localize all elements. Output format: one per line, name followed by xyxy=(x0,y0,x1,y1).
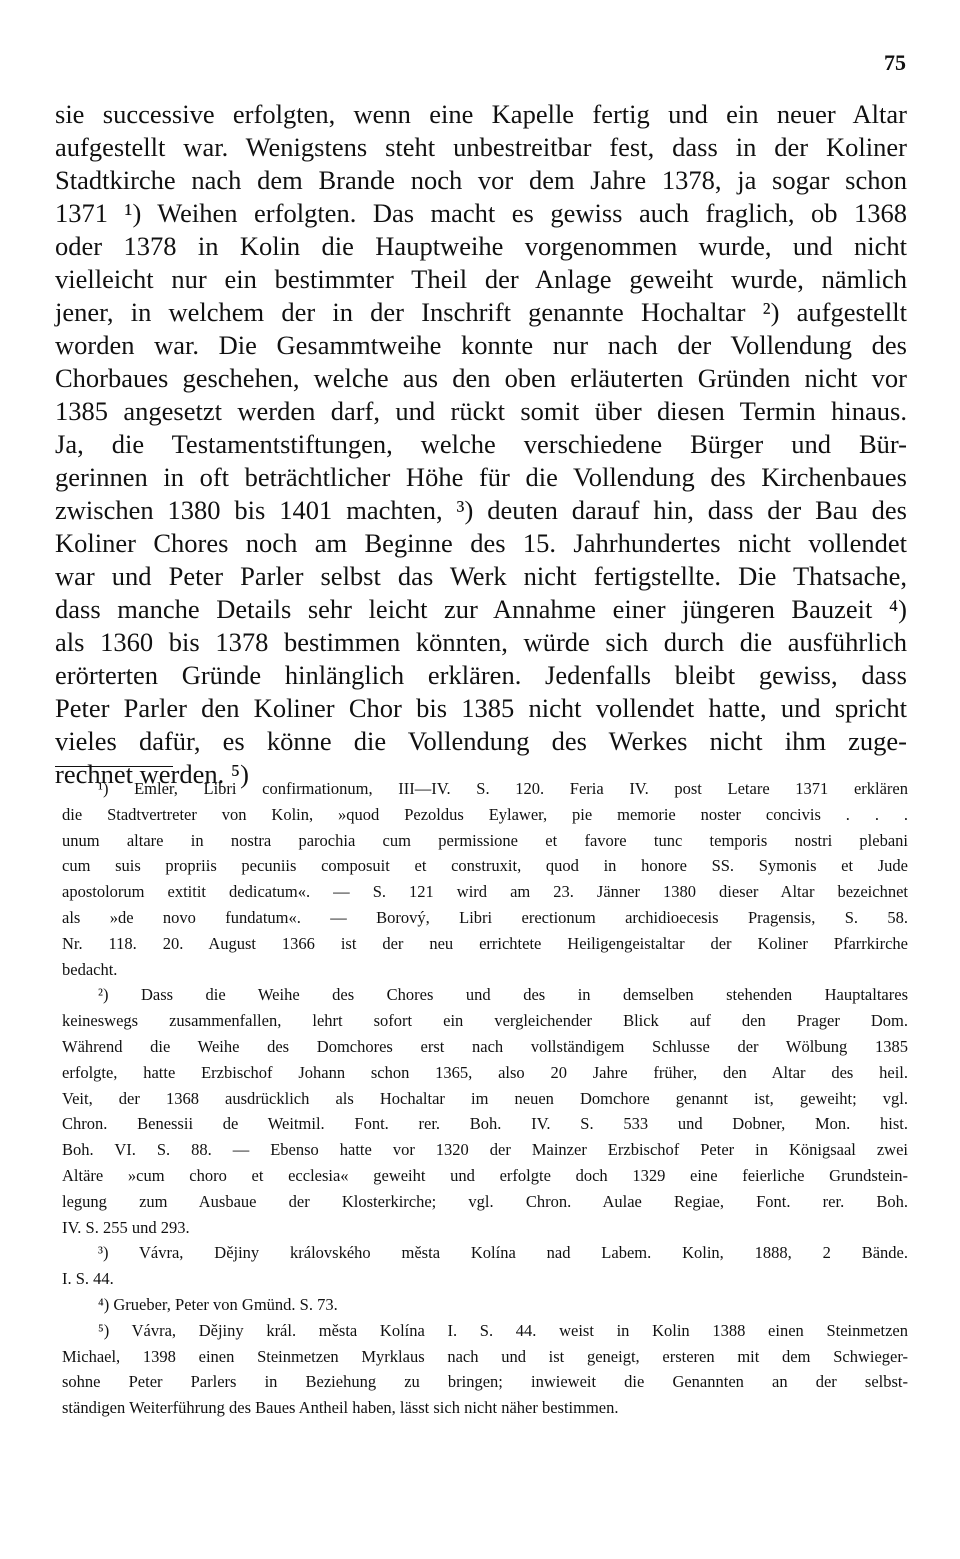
text-line: aufgestellt war. Wenigstens steht unbestreitbar fest, dass in der Koliner xyxy=(55,132,907,162)
text-line: war und Peter Parler selbst das Werk nicht fertigstellte. Die Thatsache, xyxy=(55,561,907,591)
text-line: erörterten Gründe hinlänglich erklären. Jedenfalls bleibt gewiss, dass xyxy=(55,660,907,690)
text-line: 1371 ¹) Weihen erfolgten. Das macht es gewiss auch fraglich, ob 1368 xyxy=(55,198,907,228)
footnote-line: I. S. 44. xyxy=(62,1269,114,1289)
footnote-line: Veit, der 1368 ausdrücklich als Hochaltar im neuen Domchore genannt ist, geweiht; vgl. xyxy=(62,1088,908,1108)
footnote-line: als »de novo fundatum«. — Borový, Libri erectionum archidioecesis Pragensis, S. 58. xyxy=(62,907,908,927)
footnote-line: Nr. 118. 20. August 1366 ist der neu errichtete Heiligengeistaltar der Koliner Pfarrkirche xyxy=(62,933,908,953)
text-line: Ja, die Testamentstiftungen, welche verschiedene Bürger und Bür- xyxy=(55,429,907,459)
footnote-line: Boh. VI. S. 88. — Ebenso hatte vor 1320 der Mainzer Erzbischof Peter in Königsaal zwei xyxy=(62,1140,908,1160)
footnote-divider xyxy=(55,766,173,767)
footnote-line: Michael, 1398 einen Steinmetzen Myrklaus nach und ist geneigt, ersteren mit dem Schwieger- xyxy=(62,1346,908,1366)
footnote-line: ⁵) Vávra, Dějiny král. města Kolína I. S. 44. weist in Kolin 1388 einen Steinmetzen xyxy=(98,1320,908,1340)
text-line: sie successive erfolgten, wenn eine Kapelle fertig und ein neuer Altar xyxy=(55,99,907,129)
footnote-line: cum suis propriis pecuniis composuit et construxit, quod in honore SS. Symonis et Jude xyxy=(62,856,908,876)
text-line: rechnet werden. ⁵) xyxy=(55,759,249,789)
text-line: vielleicht nur ein bestimmter Theil der Anlage geweiht wurde, nämlich xyxy=(55,264,907,294)
page-number: 75 xyxy=(884,50,906,75)
footnotes xyxy=(62,776,908,1421)
footnote-line: Während die Weihe des Domchores erst nach vollständigem Schlusse der Wölbung 1385 xyxy=(62,1036,908,1056)
footnote-line: ³) Vávra, Dějiny královského města Kolína nad Labem. Kolin, 1888, 2 Bände. xyxy=(98,1243,908,1263)
footnote-line: legung zum Ausbaue der Klosterkirche; vgl. Chron. Aulae Regiae, Font. rer. Boh. xyxy=(62,1191,908,1211)
text-line: oder 1378 in Kolin die Hauptweihe vorgenommen wurde, und nicht xyxy=(55,231,907,261)
main-text xyxy=(55,98,907,791)
text-line: worden war. Die Gesammtweihe konnte nur nach der Vollendung des xyxy=(55,330,907,360)
text-line: Chorbaues geschehen, welche aus den oben erläuterten Gründen nicht vor xyxy=(55,363,907,393)
text-line: Koliner Chores noch am Beginne des 15. Jahrhundertes nicht vollendet xyxy=(55,528,907,558)
footnote-line: Altäre »cum choro et ecclesia« geweiht und erfolgte doch 1329 eine feierliche Grundstein- xyxy=(62,1165,908,1185)
text-line: zwischen 1380 bis 1401 machten, ³) deuten darauf hin, dass der Bau des xyxy=(55,495,907,525)
text-line: als 1360 bis 1378 bestimmen könnten, würde sich durch die ausführlich xyxy=(55,627,907,657)
footnote-line: keineswegs zusammenfallen, lehrt sofort ein vergleichender Blick auf den Prager Dom. xyxy=(62,1011,908,1031)
text-line: jener, in welchem der in der Inschrift genannte Hochaltar ²) aufgestellt xyxy=(55,297,907,327)
text-line: Stadtkirche nach dem Brande noch vor dem Jahre 1378, ja sogar schon xyxy=(55,165,907,195)
footnote-line: IV. S. 255 und 293. xyxy=(62,1217,190,1237)
footnote-line: ¹) Emler, Libri confirmationum, III—IV. S. 120. Feria IV. post Letare 1371 erklären xyxy=(98,779,908,798)
footnote-line: sohne Peter Parlers in Beziehung zu bringen; inwieweit die Genannten an der selbst- xyxy=(62,1372,908,1392)
footnote-line: erfolgte, hatte Erzbischof Johann schon 1365, also 20 Jahre früher, den Altar des heil. xyxy=(62,1062,908,1082)
footnote-line: apostolorum extitit dedicatum«. — S. 121 wird am 23. Jänner 1380 dieser Altar bezeichnet xyxy=(62,882,908,902)
footnote-line: bedacht. xyxy=(62,959,118,979)
footnote-line: ²) Dass die Weihe des Chores und des in demselben stehenden Hauptaltares xyxy=(98,985,908,1005)
text-line: Peter Parler den Koliner Chor bis 1385 nicht vollendet hatte, und spricht xyxy=(55,693,907,723)
footnote-line: unum altare in nostra parochia cum permissione et favore tunc temporis nostri plebani xyxy=(62,830,908,850)
footnote-line: ständigen Weiterführung des Baues Antheil haben, lässt sich nicht näher bestimmen. xyxy=(62,1398,619,1418)
footnote-line: die Stadtvertreter von Kolin, »quod Pezoldus Eylawer, pie memorie noster concivis . . . xyxy=(62,804,908,824)
footnote-line: Chron. Benessii de Weitmil. Font. rer. Boh. IV. S. 533 und Dobner, Mon. hist. xyxy=(62,1114,908,1134)
text-line: 1385 angesetzt werden darf, und rückt somit über diesen Termin hinaus. xyxy=(55,396,907,426)
footnote-line: ⁴) Grueber, Peter von Gmünd. S. 73. xyxy=(98,1294,338,1314)
text-line: dass manche Details sehr leicht zur Annahme einer jüngeren Bauzeit ⁴) xyxy=(55,594,907,624)
text-line: gerinnen in oft beträchtlicher Höhe für die Vollendung des Kirchenbaues xyxy=(55,462,907,492)
text-line: vieles dafür, es könne die Vollendung des Werkes nicht ihm zuge- xyxy=(55,726,907,756)
